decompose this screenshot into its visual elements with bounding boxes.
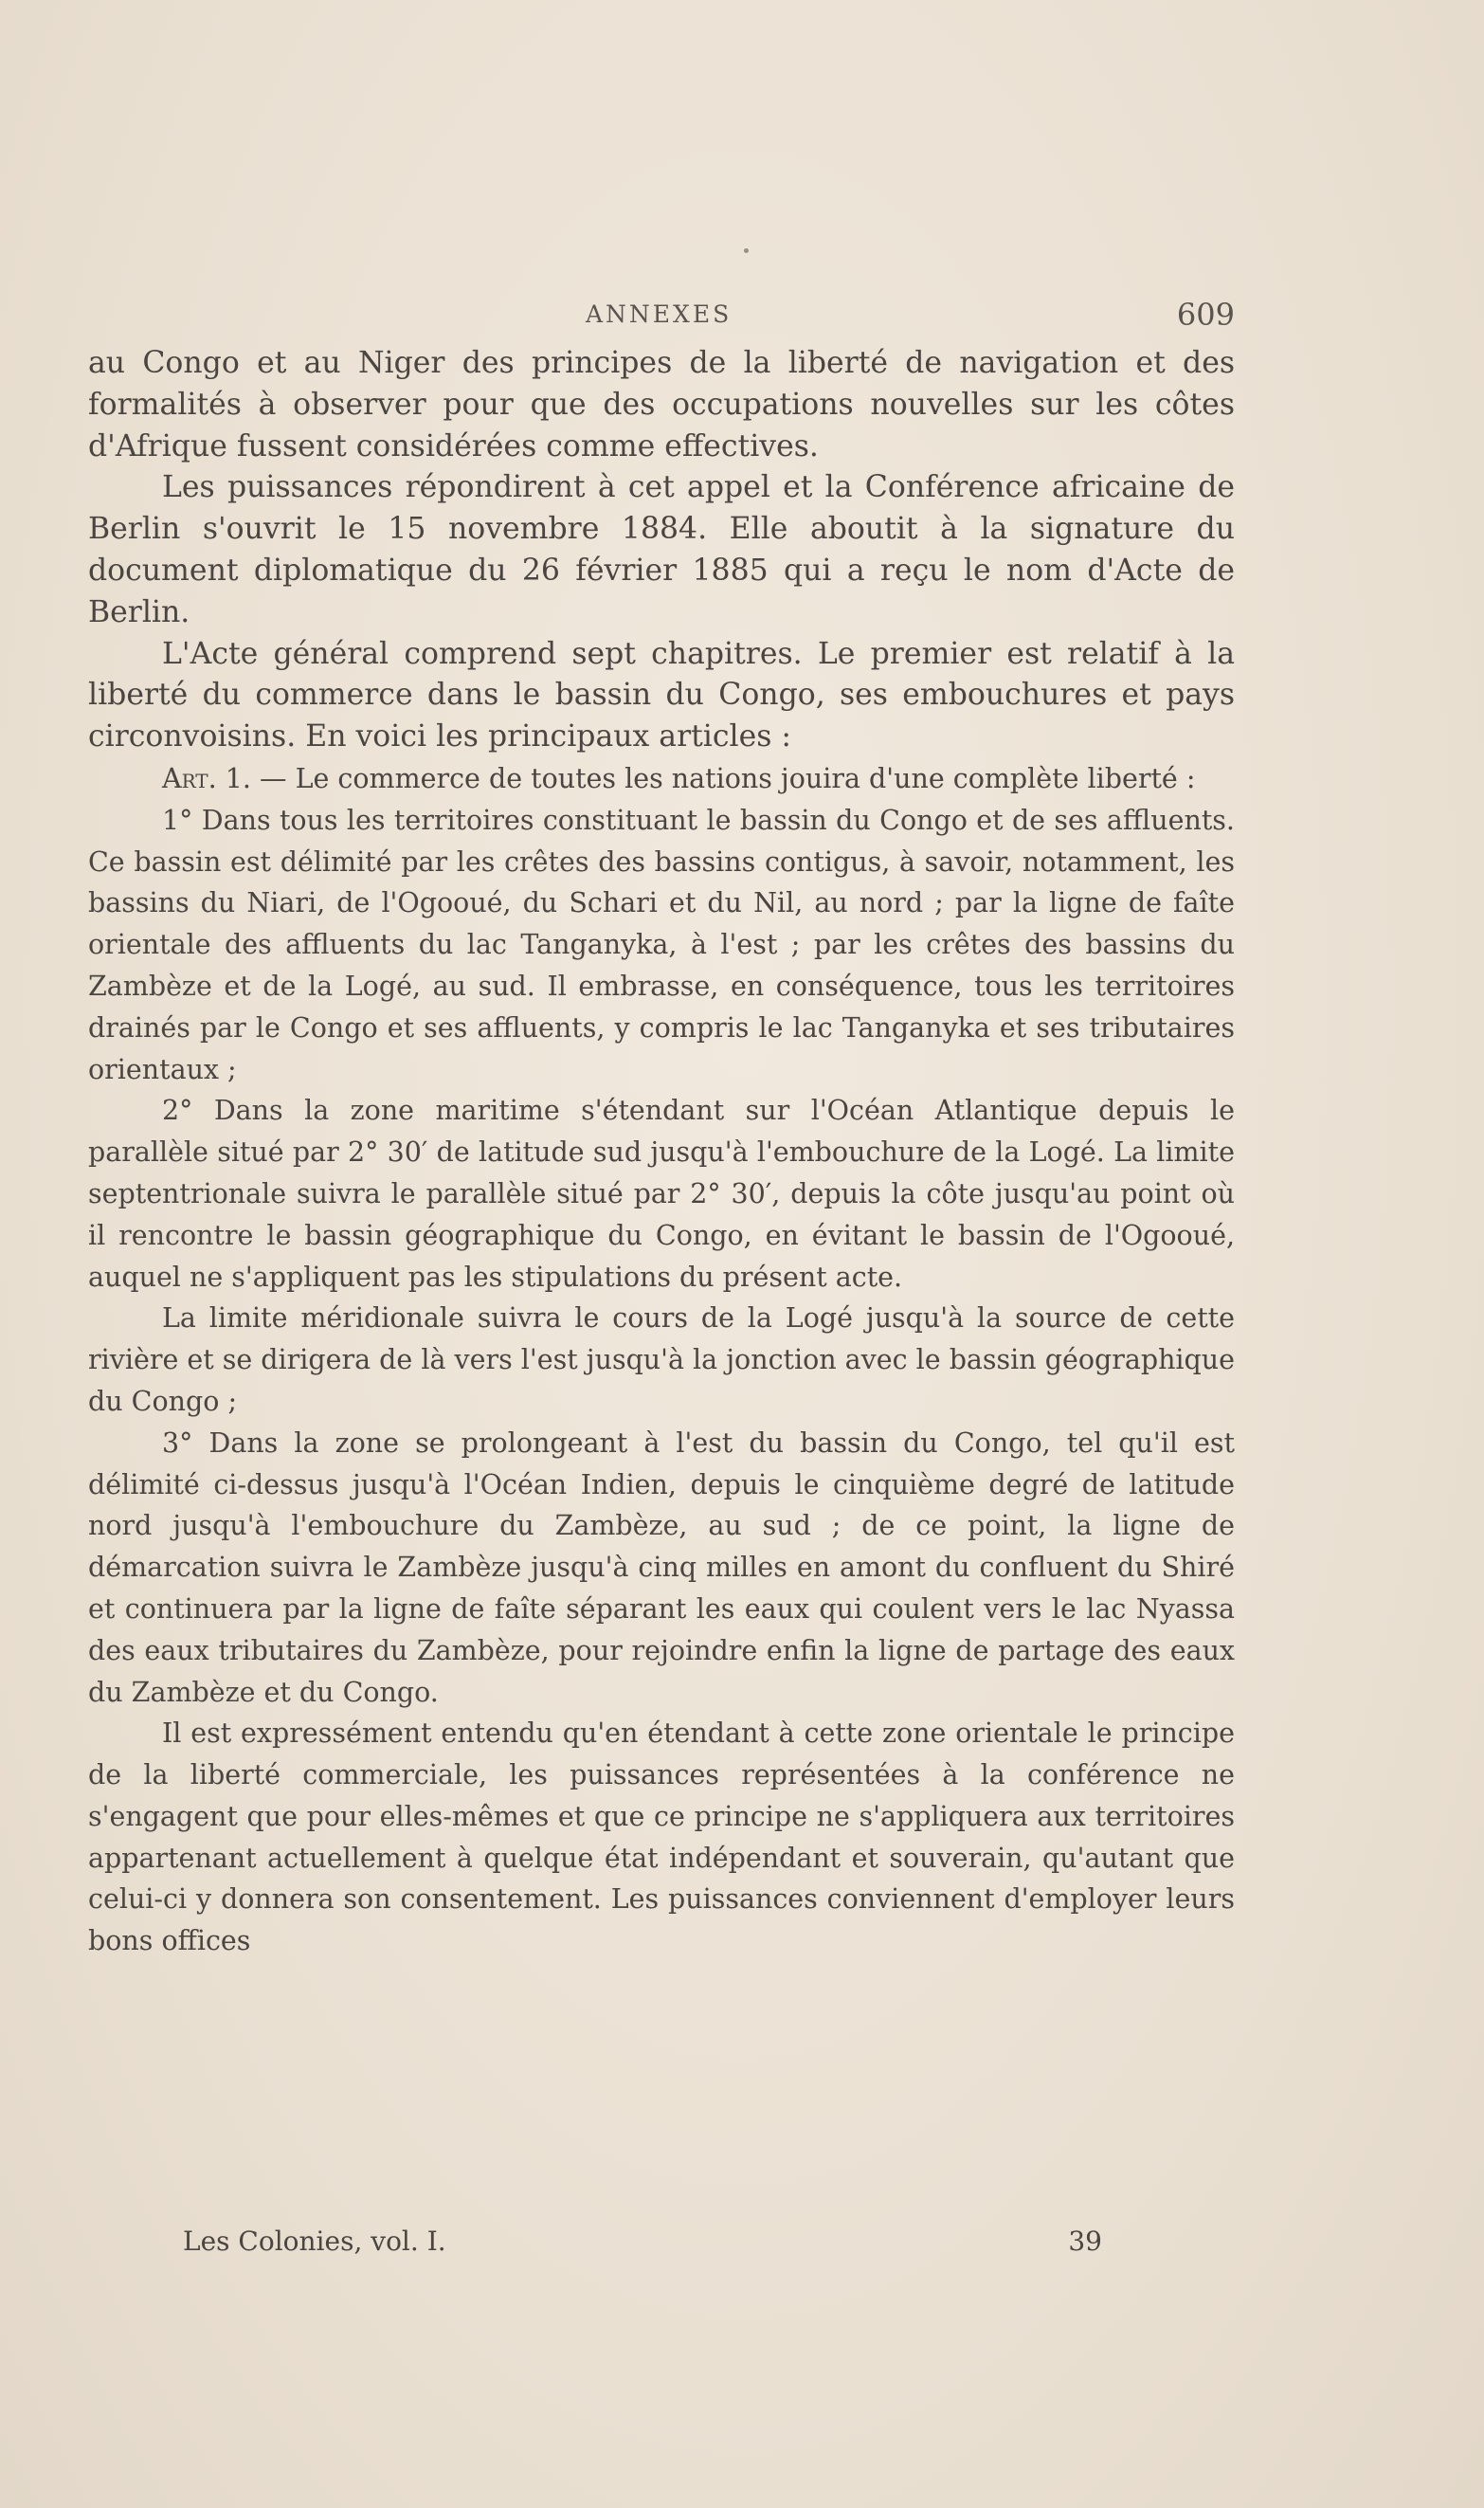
article-item-4: Il est expressément entendu qu'en étendant à cette zone orientale le principe de la liberté commerciale, les puissances représentées à la conférence ne s'engagent que pour elles-mêmes et que ce principe ne s'appliquera aux territoires appartenant actuellement à quelque état indépendant et souverain, qu'autant que celui-ci y donnera son consentement. Les puissances conviennent d'employer leurs bons offices [88,1717,1235,1957]
footer-signature: Les Colonies, vol. I. [183,2226,446,2257]
article-item-2-southern-limit: La limite méridionale suivra le cours de la Logé jusqu'à la source de cette rivière et se dirigera de là vers l'est jusqu'à la jonction avec le bassin géographique du Congo ; [88,1302,1236,1417]
running-head [88,297,1235,335]
footer-sheet-number: 39 [1068,2226,1102,2257]
page-number: 609 [1176,297,1235,333]
running-title: ANNEXES [586,300,733,328]
paper-speck [744,248,749,253]
paragraph-berlin-conference: Les puissances répondirent à cet appel et la Conférence africaine de Berlin s'ouvrit le 15 novembre 1884. Elle aboutit à la signature du document diplomatique du 26 février 1885 qui a reçu le nom d'Acte de Berlin. [88,470,1235,629]
article-item-3: 3° Dans la zone se prolongeant à l'est du bassin du Congo, tel qu'il est délimité ci-dessus jusqu'à l'Océan Indien, depuis le cinquième degré de latitude nord jusqu'à l'embouchure du Zambèze, au sud ; de ce point, la ligne de démarcation suivra le Zambèze jusqu'à cinq milles en amont du confluent du Shiré et continuera par la ligne de faîte séparant les eaux qui coulent vers le lac Nyassa des eaux tributaires du Zambèze, pour rejoindre enfin la ligne de partage des eaux du Zambèze et du Congo. [88,1427,1235,1708]
paragraph-continued: au Congo et au Niger des principes de la liberté de navigation et des formalités à observer pour que des occupations nouvelles sur les côtes d'Afrique fussent considérées comme effectives. [88,346,1235,463]
article-item-1: 1° Dans tous les territoires constituant le bassin du Congo et de ses affluents. Ce bassin est délimité par les crêtes des bassins contigus, à savoir, notamment, les bassins du Niari, de l'Ogooué, du Schari et du Nil, au nord ; par la ligne de faîte orientale des affluents du lac Tanganyka, à l'est ; par les crêtes des bassins du Zambèze et de la Logé, au sud. Il embrasse, en conséquence, tous les territoires drainés par le Congo et ses affluents, y compris le lac Tanganyka et ses tributaires orientaux ; [88,804,1235,1085]
paragraph-general-act: L'Acte général comprend sept chapitres. Le premier est relatif à la liberté du commerce dans le bassin du Congo, ses embouchures et pays circonvoisins. En voici les principaux articles : [88,636,1235,754]
article-item-2: 2° Dans la zone maritime s'étendant sur l'Océan Atlantique depuis le parallèle situé par 2° 30′ de latitude sud jusqu'à l'embouchure de la Logé. La limite septentrionale suivra le parallèle situé par 2° 30′, depuis la côte jusqu'au point où il rencontre le bassin géographique du Congo, en évitant le bassin de l'Ogooué, auquel ne s'appliquent pas les stipulations du présent acte. [88,1095,1235,1293]
article-1 [88,758,1235,800]
article-1-text: — Le commerce de toutes les nations jouira d'une complète liberté : [250,762,1196,794]
page-footer [88,2226,1235,2263]
body-text [88,343,1235,1962]
article-1-label: Art. 1. [162,762,251,794]
